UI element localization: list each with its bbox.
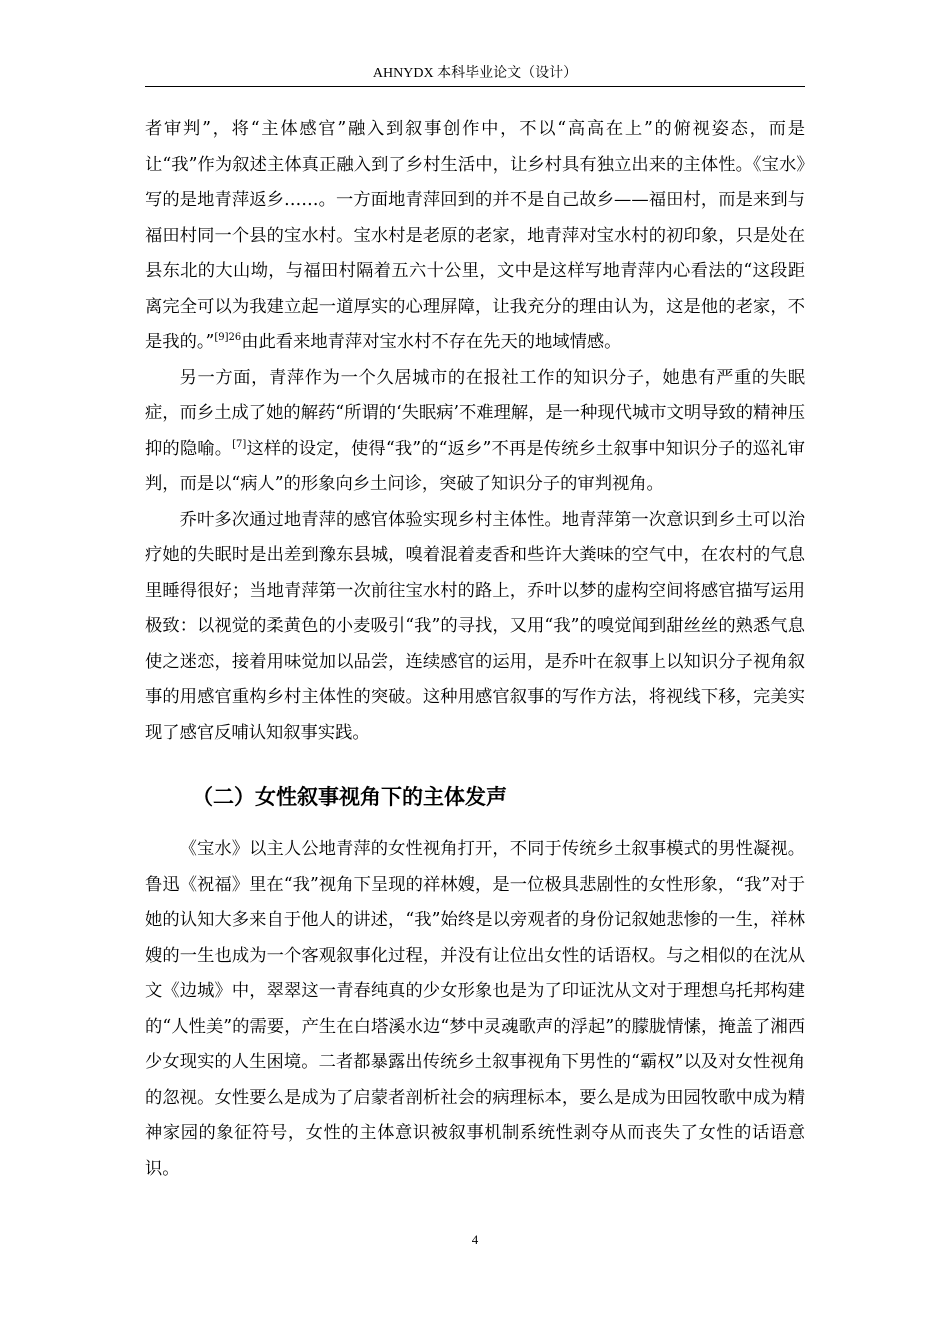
paragraph-4-text: 《宝水》以主人公地青萍的女性视角打开，不同于传统乡土叙事模式的男性凝视。鲁迅《祝福》里在“我”视角下呈现的祥林嫂，是一位极具悲剧性的女性形象，“我”对于她的认知大多来自于他人的讲述，“我”始终是以旁观者的身份记叙她悲惨的一生，祥林嫂的一生也成为一个客观叙事化过程，并没有让位出女性的话语权。与之相似的在沈从文《边城》中，翠翠这一青春纯真的少女形象也是为了印证沈从文对于理想乌托邦构建的“人性美”的需要，产生在白塔溪水边“梦中灵魂歌声的浮起”的朦胧情愫，掩盖了湘西少女现实的人生困境。二者都暴露出传统乡土叙事视角下男性的“霸权”以及对女性视角的忽视。女性要么是成为了启蒙者剖析社会的病理标本，要么是成为田园牧歌中成为精神家园的象征符号，女性的主体意识被叙事机制系统性剥夺从而丧失了女性的话语意识。: [145, 839, 805, 1179]
paragraph-2: [145, 361, 805, 503]
paragraph-1-text: 者审判”，将“主体感官”融入到叙事创作中，不以“高高在上”的俯视姿态，而是让“我”作为叙述主体真正融入到了乡村生活中，让乡村具有独立出来的主体性。《宝水》写的是地青萍返乡……。一方面地青萍回到的并不是自己故乡——福田村，而是来到与福田村同一个县的宝水村。宝水村是老原的老家，地青萍对宝水村的初印象，只是处在县东北的大山坳，与福田村隔着五六十公里，文中是这样写地青萍内心看法的“这段距离完全可以为我建立起一道厚实的心理屏障，让我充分的理由认为，这是他的老家，不是我的。”: [145, 119, 805, 352]
section-heading: （二）女性叙事视角下的主体发声: [192, 785, 507, 809]
paragraph-2-tail: 这样的设定，使得“我”的“返乡”不再是传统乡土叙事中知识分子的巡礼审判，而是以“病人”的形象向乡土问诊，突破了知识分子的审判视角。: [145, 438, 805, 494]
paragraph-4: [145, 832, 805, 1187]
paragraph-1: [145, 112, 805, 361]
paragraph-2-text: 另一方面，青萍作为一个久居城市的在报社工作的知识分子，她患有严重的失眠症，而乡土成了她的解药“所谓的‘失眠病’不难理解，是一种现代城市文明导致的精神压抑的隐喻。: [145, 367, 805, 459]
paragraph-1-tail: 由此看来地青萍对宝水村不存在先天的地域情感。: [241, 332, 622, 352]
page-number: 4: [471, 1232, 479, 1247]
header-rule: [145, 86, 805, 87]
paragraph-3-text: 乔叶多次通过地青萍的感官体验实现乡村主体性。地青萍第一次意识到乡土可以治疗她的失眠时是出差到豫东县城，嗅着混着麦香和些许大粪味的空气中，在农村的气息里睡得很好；当地青萍第一次前往宝水村的路上，乔叶以梦的虚构空间将感官描写运用极致：以视觉的柔黄色的小麦吸引“我”的寻找，又用“我”的嗅觉闻到甜丝丝的熟悉气息使之迷恋，接着用味觉加以品尝，连续感官的运用，是乔叶在叙事上以知识分子视角叙事的用感官重构乡村主体性的突破。这种用感官叙事的写作方法，将视线下移，完美实现了感官反哺认知叙事实践。: [145, 509, 805, 743]
citation-9-26: [9]26: [214, 332, 242, 344]
page-body: [145, 112, 805, 1187]
running-header: AHNYDX 本科毕业论文（设计）: [372, 66, 578, 81]
citation-7: [7]: [232, 438, 247, 450]
paragraph-3: [145, 503, 805, 752]
